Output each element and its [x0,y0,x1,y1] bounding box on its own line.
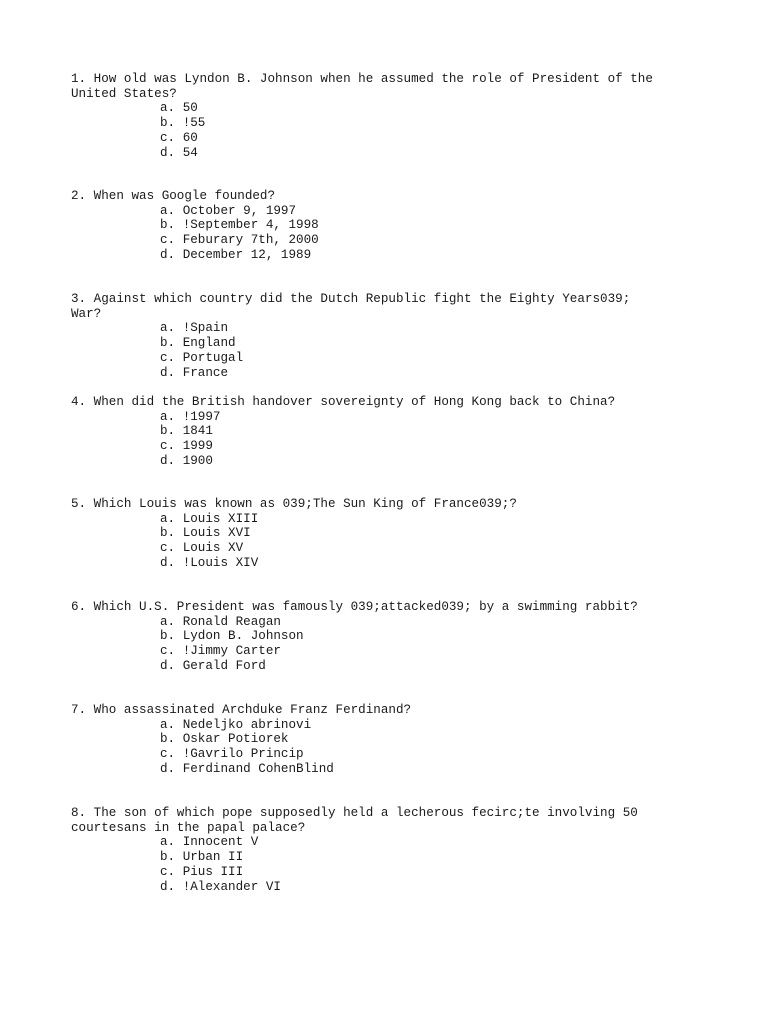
question-6 [71,600,661,674]
answer-option-c [71,644,661,659]
answer-options [71,615,661,674]
option-letter: c. [160,130,176,145]
answer-options [71,101,661,160]
option-text: Urban II [182,850,244,865]
option-letter: a. [160,409,176,424]
option-letter: b. [160,732,176,747]
option-text: 1900 [182,453,213,468]
answer-option-b [71,218,661,233]
question-4 [71,395,661,469]
question-8 [71,806,661,894]
answer-option-d [71,880,661,895]
option-letter: c. [160,644,176,659]
answer-option-d [71,659,661,674]
option-text: France [182,365,229,380]
answer-option-d [71,146,661,161]
question-text: 8. The son of which pope supposedly held a lecherous fecirc;te involving 50 courtesans in the papal palace? [71,806,646,835]
option-letter: c. [160,439,176,454]
option-letter: b. [160,218,176,233]
option-text: Portugal [182,350,244,365]
option-letter: b. [160,850,176,865]
option-text: Nedeljko abrinovi [182,717,312,732]
option-text: !Alexander VI [182,879,281,894]
answer-option-b [71,336,661,351]
answer-option-c [71,439,661,454]
option-text: 1841 [182,424,213,439]
question-text: 7. Who assassinated Archduke Franz Ferdinand? [71,703,412,717]
question-text: 3. Against which country did the Dutch Republic fight the Eighty Years039; War? [71,292,638,321]
question-text: 2. When was Google founded? [71,189,276,203]
answer-option-a [71,615,661,630]
option-text: Lydon B. Johnson [182,629,304,644]
option-text: Ronald Reagan [182,614,281,629]
option-text: 1999 [182,439,213,454]
option-text: Louis XV [182,541,244,556]
option-letter: a. [160,717,176,732]
option-letter: d. [160,145,176,160]
answer-option-c [71,865,661,880]
option-letter: d. [160,453,176,468]
option-text: Innocent V [182,835,259,850]
option-text: Oskar Potiorek [182,732,289,747]
option-letter: c. [160,864,176,879]
option-letter: b. [160,116,176,131]
option-letter: d. [160,365,176,380]
answer-option-c [71,351,661,366]
answer-option-d [71,454,661,469]
option-text: October 9, 1997 [182,203,297,218]
option-text: England [182,336,236,351]
answer-option-a [71,512,661,527]
question-text: 4. When did the British handover sovereignty of Hong Kong back to China? [71,395,616,409]
option-letter: b. [160,424,176,439]
question-text: 5. Which Louis was known as 039;The Sun King of France039;? [71,497,517,511]
option-letter: b. [160,629,176,644]
answer-option-d [71,366,661,381]
answer-option-a [71,204,661,219]
answer-option-a [71,835,661,850]
option-text: !1997 [182,409,221,424]
answer-option-c [71,747,661,762]
answer-options [71,835,661,894]
option-text: !55 [182,116,206,131]
option-letter: a. [160,614,176,629]
option-text: !Jimmy Carter [182,644,281,659]
answer-option-c [71,541,661,556]
option-text: 60 [182,130,198,145]
question-7 [71,703,661,777]
option-text: December 12, 1989 [182,247,312,262]
option-letter: d. [160,761,176,776]
option-letter: a. [160,101,176,116]
answer-option-b [71,629,661,644]
answer-options [71,204,661,263]
answer-option-a [71,410,661,425]
answer-options [71,718,661,777]
option-letter: c. [160,541,176,556]
option-letter: d. [160,555,176,570]
answer-option-d [71,762,661,777]
answer-option-a [71,321,661,336]
answer-options [71,410,661,469]
option-letter: d. [160,879,176,894]
answer-option-c [71,233,661,248]
option-letter: c. [160,747,176,762]
option-letter: d. [160,658,176,673]
option-letter: d. [160,247,176,262]
question-text: 1. How old was Lyndon B. Johnson when he assumed the role of President of the United States? [71,72,661,101]
question-2 [71,189,661,263]
answer-option-c [71,131,661,146]
answer-option-d [71,556,661,571]
answer-option-d [71,248,661,263]
option-text: Louis XIII [182,511,259,526]
option-letter: a. [160,203,176,218]
option-letter: a. [160,511,176,526]
option-letter: a. [160,321,176,336]
question-3 [71,292,661,380]
answer-options [71,512,661,571]
option-text: 54 [182,145,198,160]
question-text: 6. Which U.S. President was famously 039;attacked039; by a swimming rabbit? [71,600,638,614]
option-text: !Louis XIV [182,555,259,570]
option-letter: c. [160,233,176,248]
option-letter: c. [160,350,176,365]
option-text: Ferdinand CohenBlind [182,761,334,776]
option-text: !Gavrilo Princip [182,747,304,762]
question-1 [71,72,661,160]
answer-option-b [71,424,661,439]
option-letter: a. [160,835,176,850]
option-text: !September 4, 1998 [182,218,319,233]
question-5 [71,497,661,571]
option-letter: b. [160,336,176,351]
option-text: !Spain [182,321,229,336]
option-text: Louis XVI [182,526,251,541]
option-text: Gerald Ford [182,658,266,673]
option-text: Feburary 7th, 2000 [182,233,319,248]
answer-option-b [71,116,661,131]
option-letter: b. [160,526,176,541]
option-text: Pius III [182,864,244,879]
answer-option-a [71,101,661,116]
answer-option-a [71,718,661,733]
answer-option-b [71,850,661,865]
option-text: 50 [182,101,198,116]
answer-option-b [71,732,661,747]
answer-option-b [71,526,661,541]
answer-options [71,321,661,380]
